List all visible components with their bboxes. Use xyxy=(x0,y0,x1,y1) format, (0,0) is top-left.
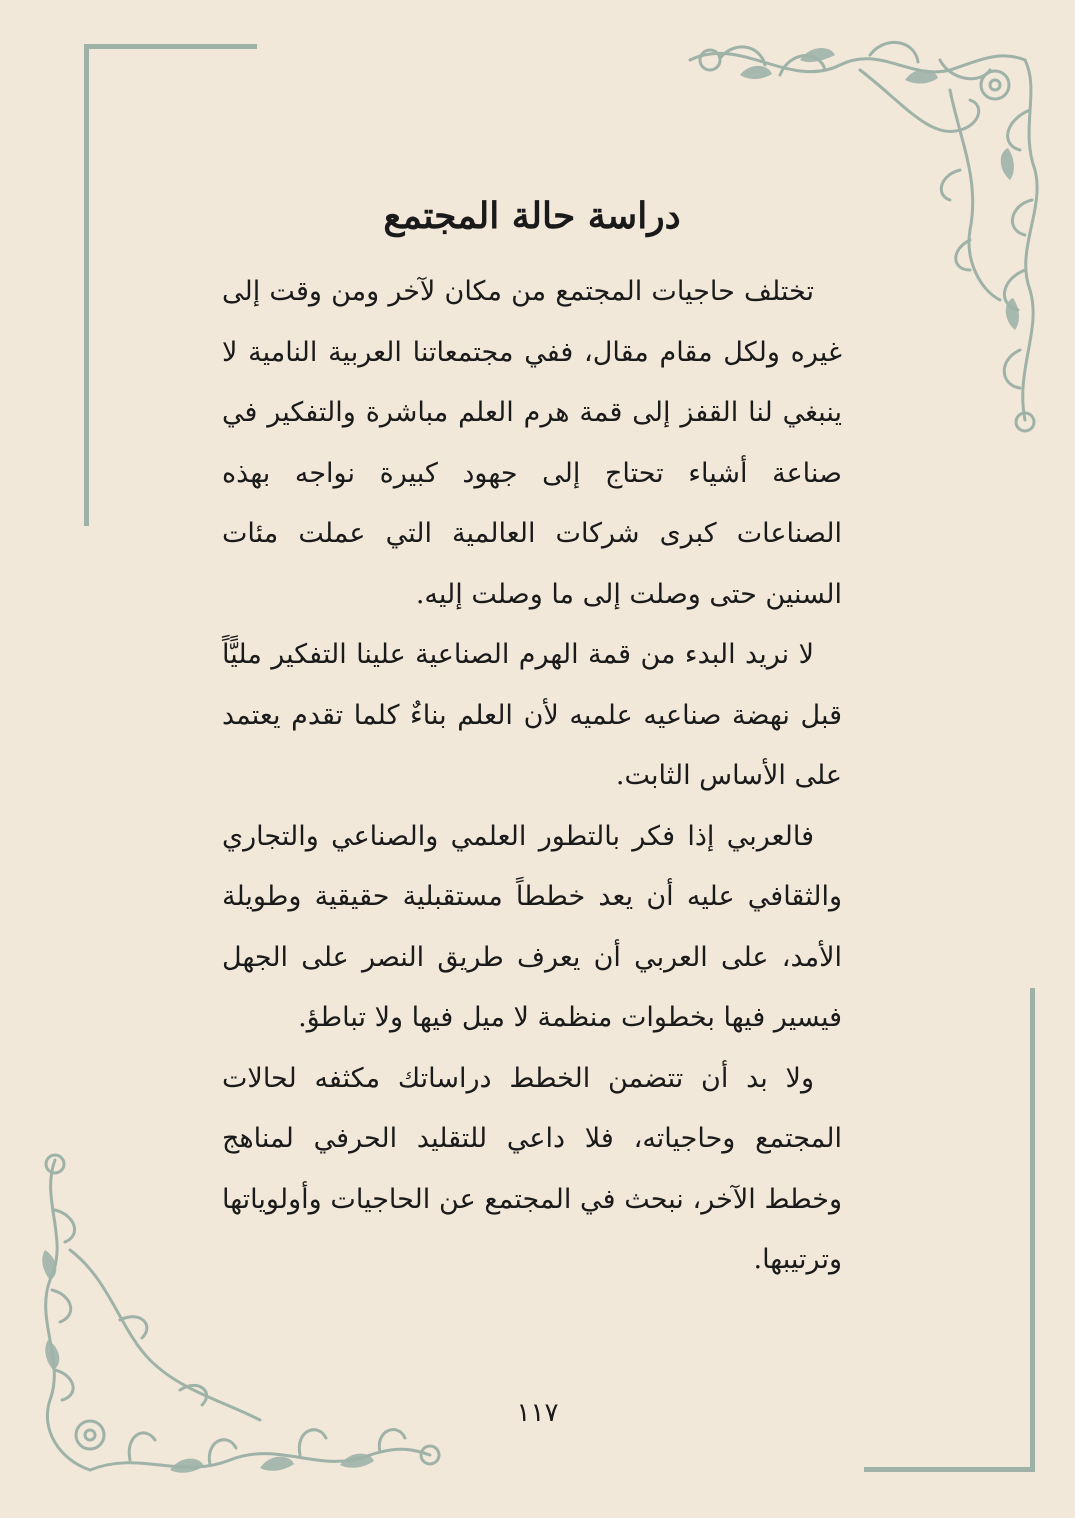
article xyxy=(222,188,842,1291)
page-title: دراسة حالة المجتمع xyxy=(383,195,681,237)
paragraph-3: فالعربي إذا فكر بالتطور العلمي والصناعي والتجاري والثقافي عليه أن يعد خططاً مستقبلية حقيقية وطويلة الأمد، على العربي أن يعرف طريق النصر على الجهل فيسير فيها بخطوات منظمة لا ميل فيها ولا تباطؤ. xyxy=(222,820,842,1033)
frame-bottom-right-horizontal xyxy=(864,1467,1035,1472)
page-number: ١١٧ xyxy=(516,1398,559,1428)
paragraph-4: ولا بد أن تتضمن الخطط دراساتك مكثفه لحالات المجتمع وحاجياته، فلا داعي للتقليد الحرفي لمناهج وخطط الآخر، نبحث في المجتمع عن الحاجيات وأولوياتها وترتيبها. xyxy=(222,1062,842,1275)
frame-top-left-vertical xyxy=(84,44,89,526)
frame-top-left-horizontal xyxy=(84,44,257,49)
paragraph-2: لا نريد البدء من قمة الهرم الصناعية علينا التفكير مليًّاً قبل نهضة صناعيه علميه لأن العلم بناءٌ كلما تقدم يعتمد على الأساس الثابت. xyxy=(222,639,842,791)
paragraph-1: تختلف حاجيات المجتمع من مكان لآخر ومن وقت إلى غيره ولكل مقام مقال، ففي مجتمعاتنا العربية النامية لا ينبغي لنا القفز إلى قمة هرم العلم مباشرة والتفكير في صناعة أشياء تحتاج إلى جهود كبيرة نواجه بهذه الصناعات كبرى شركات العالمية التي عملت مئات السنين حتى وصلت إلى ما وصلت إليه. xyxy=(222,276,842,610)
